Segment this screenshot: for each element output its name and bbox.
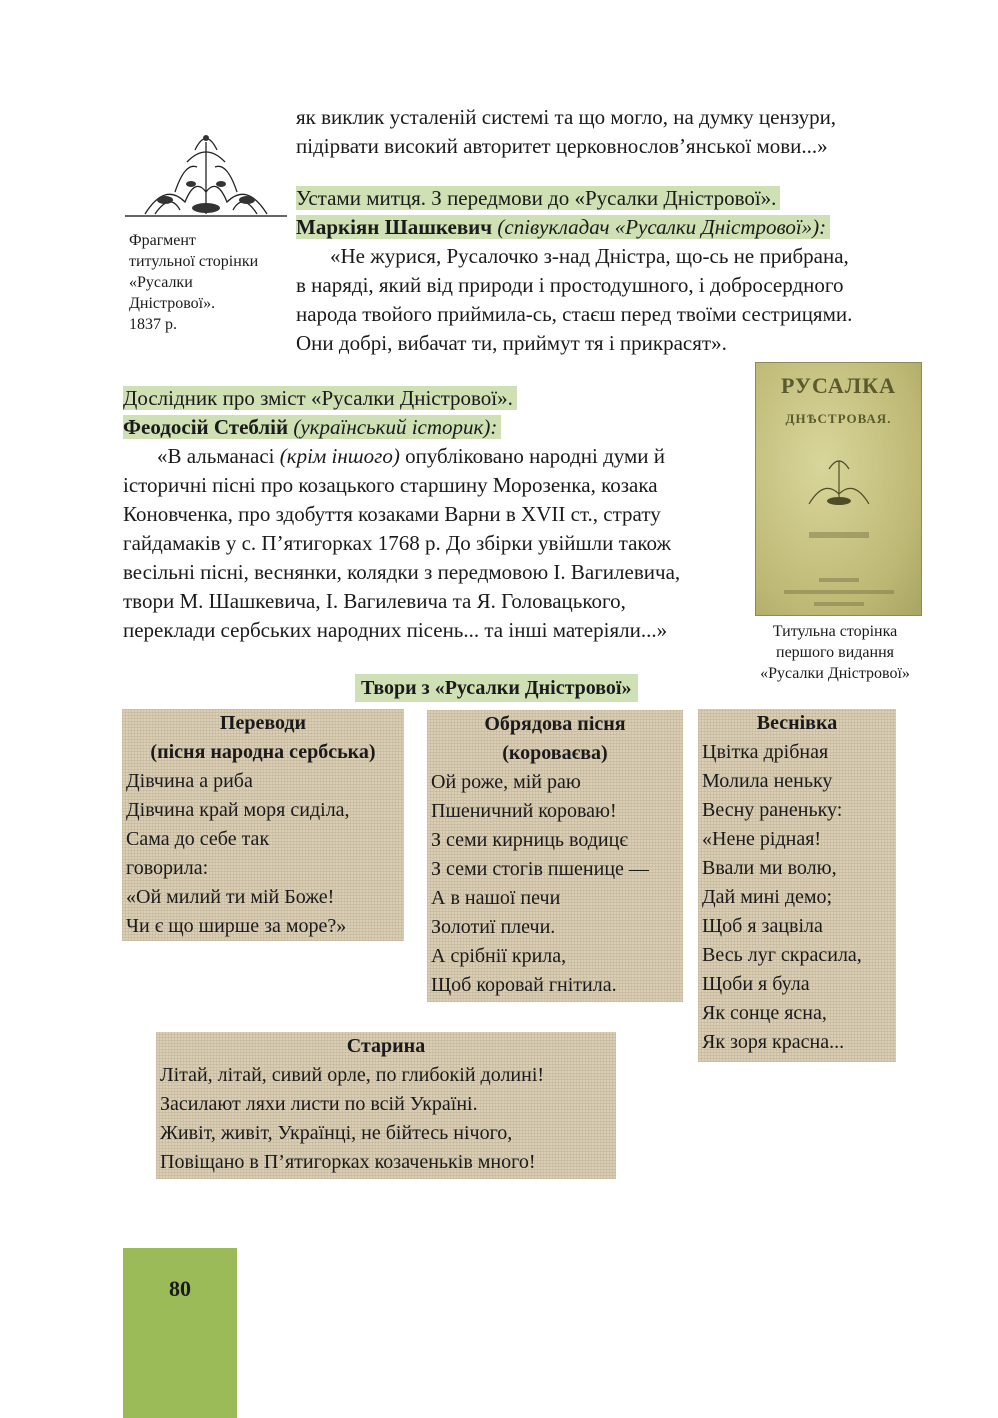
artist-author-name: Маркіян Шашкевич <box>296 215 493 239</box>
poem-line: Цвітка дрібная <box>702 741 829 763</box>
book-ornament-icon <box>799 449 879 509</box>
poem-line: Як зоря красна... <box>702 1031 845 1053</box>
book-title: РУСАЛКА <box>781 373 896 398</box>
book-subtitle: ДНѢСТРОВАЯ. <box>785 411 892 426</box>
quote-line: Они добрі, вибачат ти, приймут тя і прикрасят». <box>296 331 727 355</box>
caption-line: титульної сторінки <box>129 253 259 270</box>
poem-line: Як сонце ясна, <box>702 1002 827 1024</box>
poem-line: З семи кирниць водицє <box>431 829 628 851</box>
quote-italic: (крім іншого) <box>279 444 400 468</box>
researcher-author-name: Феодосій Стеблій <box>123 415 289 439</box>
researcher-quote-block <box>123 384 749 645</box>
artist-author-role: (співукладач «Русалки Дністрової»): <box>497 215 827 239</box>
book-rule <box>809 532 869 538</box>
poem-title: Обрядова пісня <box>484 713 626 735</box>
quote-line <box>123 442 749 471</box>
artist-heading: Устами митця. З передмови до «Русалки Дністрової». <box>296 186 780 210</box>
quote-line: гайдамаків у с. П’ятигорках 1768 р. До збірки увійшли також <box>123 531 672 555</box>
poem-line: Пшеничний короваю! <box>431 800 617 822</box>
quote-line: переклади сербських народних пісень... та інші матеріяли...» <box>123 618 668 642</box>
page-number: 80 <box>123 1248 237 1418</box>
poem-line: Живіт, живіт, Українці, не бійтесь нічого, <box>160 1122 513 1144</box>
book-rule <box>819 578 859 582</box>
poem-subtitle: (короваєва) <box>502 742 608 764</box>
researcher-author-role: (український історик): <box>293 415 498 439</box>
poem-line: Ввали ми волю, <box>702 857 837 879</box>
poem-line: «Нене рідная! <box>702 828 822 850</box>
poem-line: Повіщано в П’ятигорках козаченьків много! <box>160 1151 536 1173</box>
book-rule <box>784 590 894 594</box>
quote-line: твори М. Шашкевича, І. Вагилевича та Я. Головацького, <box>123 589 626 613</box>
poem-line: А в нашої печи <box>431 887 561 909</box>
book-cover-image <box>755 362 922 616</box>
quote-line: народа твойого приймила-сь, стаєш перед твоїми сестрицями. <box>296 302 853 326</box>
quote-line: «Не журися, Русалочко з-над Дністра, що-сь не прибрана, <box>330 244 849 268</box>
poem-line: Щоб коровай гнітила. <box>431 974 617 996</box>
poem-line: Весь луг скрасила, <box>702 944 862 966</box>
quote-text: «В альманасі <box>157 444 280 468</box>
quote-line: історичні пісні про козацького старшину Морозенка, козака <box>123 473 658 497</box>
artist-quote-block <box>296 184 922 358</box>
poem-line: Засилают ляхи листи по всій Україні. <box>160 1093 478 1115</box>
text-line: як виклик усталеній системі та що могло, на думку цензури, <box>296 105 837 129</box>
fragment-caption <box>129 230 289 335</box>
poem-obriadova <box>427 710 683 1002</box>
researcher-heading: Дослідник про зміст «Русалки Дністрової». <box>123 386 517 410</box>
book-rule <box>814 602 864 606</box>
poem-line: Дівчина край моря сиділа, <box>126 799 350 821</box>
poem-line: Літай, літай, сивий орле, по глибокій долині! <box>160 1064 545 1086</box>
caption-line: «Русалки <box>129 274 193 291</box>
poem-line: говорила: <box>126 857 209 879</box>
poem-title: Веснівка <box>756 712 838 734</box>
poem-line: З семи стогів пшенице — <box>431 858 649 880</box>
poem-line: Щоб я зацвіла <box>702 915 823 937</box>
book-caption <box>735 621 935 684</box>
poem-perevody <box>122 709 404 941</box>
poem-line: Щоби я була <box>702 973 810 995</box>
poem-line: Молила неньку <box>702 770 833 792</box>
text-line: підірвати високий авторитет церковнослов’янської мови...» <box>296 134 828 158</box>
poem-line: Чи є що ширше за море?» <box>126 915 347 937</box>
caption-line: першого видання <box>776 644 894 661</box>
poem-line: А срібнії крила, <box>431 945 567 967</box>
quote-text: опубліковано народні думи й <box>399 444 665 468</box>
poem-vesnivka <box>698 709 896 1062</box>
quote-line: весільні пісні, веснянки, колядки з передмовою І. Вагилевича, <box>123 560 681 584</box>
works-section-title: Твори з «Русалки Дністрової» <box>355 674 638 702</box>
poem-line: Сама до себе так <box>126 828 270 850</box>
caption-line: Фрагмент <box>129 232 196 249</box>
poem-title: Старина <box>346 1035 426 1057</box>
poem-line: Весну раненьку: <box>702 799 843 821</box>
poem-line: «Ой милий ти мій Боже! <box>126 886 335 908</box>
poem-line: Ой роже, мій раю <box>431 771 581 793</box>
poem-line: Золотиї плечи. <box>431 916 556 938</box>
poem-subtitle: (пісня народна сербська) <box>150 741 376 763</box>
engraving-fragment-image <box>125 122 287 220</box>
poem-staryna <box>156 1032 616 1179</box>
quote-line: Коновченка, про здобуття козаками Варни в XVII ст., страту <box>123 502 661 526</box>
caption-line: Титульна сторінка <box>772 623 898 640</box>
poem-title: Переводи <box>219 712 307 734</box>
top-paragraph <box>296 103 922 161</box>
caption-line: «Русалки Дністрової» <box>760 665 910 682</box>
quote-line: в наряді, який від природи і простодушного, і добросердного <box>296 273 844 297</box>
poem-line: Дай мині демо; <box>702 886 833 908</box>
caption-line: 1837 р. <box>129 316 177 333</box>
poem-line: Дівчина а риба <box>126 770 253 792</box>
caption-line: Дністрової». <box>129 295 216 312</box>
